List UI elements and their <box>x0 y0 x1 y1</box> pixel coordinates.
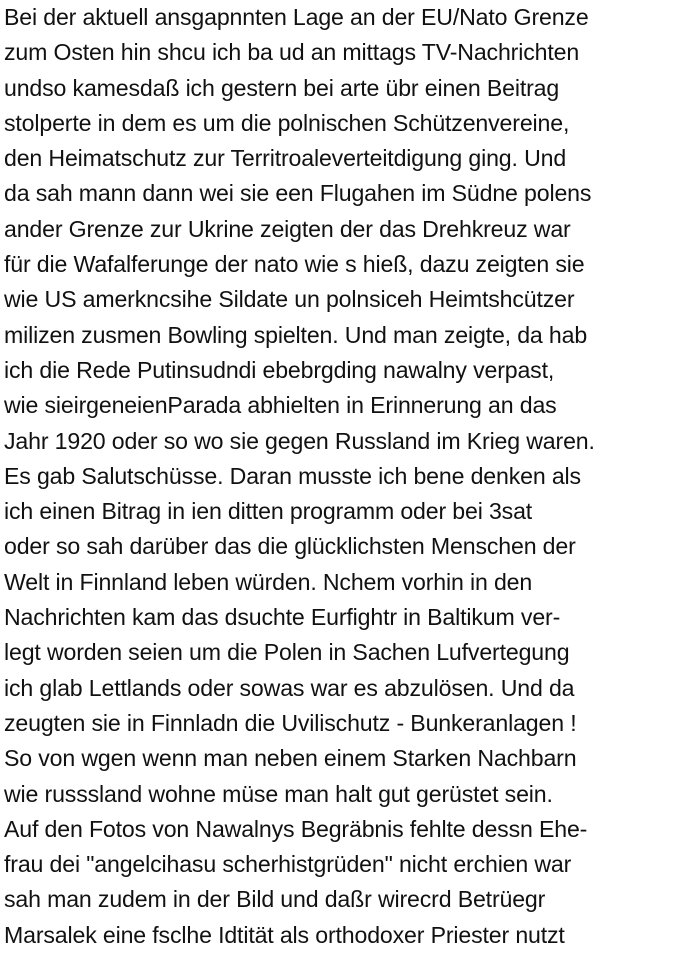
text-line: für die Wafalferunge der nato wie s hieß, dazu zeigten sie <box>4 251 585 278</box>
text-line: Marsalek eine fsclhe Idtität als orthodoxer Priester nutzt <box>4 921 565 948</box>
text-line: zum Osten hin shcu ich ba ud an mittags TV-Nachrichten <box>4 39 580 66</box>
text-line: wie US amerkncsihe Sildate un polnsiceh Heimtshcützer <box>4 286 575 313</box>
text-line: wie sieirgeneienParada abhielten in Erinnerung an das <box>4 392 557 419</box>
text-line: den Heimatschutz zur Territroaleverteitdigung ging. Und <box>4 145 567 172</box>
text-line: da sah mann dann wei sie een Flugahen im Südne polens <box>4 180 592 207</box>
text-line: frau dei "angelcihasu scherhistgrüden" nicht erchien war <box>4 851 572 878</box>
text-line: zeugten sie in Finnladn die Uvilischutz - Bunkeranlagen ! <box>4 709 577 736</box>
text-line: ich die Rede Putinsudndi ebebrgding nawalny verpast, <box>4 356 555 383</box>
text-line: Jahr 1920 oder so wo sie gegen Russland im Krieg waren. <box>4 427 595 454</box>
text-line: legt worden seien um die Polen in Sachen Lufvertegung <box>4 639 570 666</box>
text-line: ander Grenze zur Ukrine zeigten der das Drehkreuz war <box>4 215 571 242</box>
text-line: So von wgen wenn man neben einem Starken Nachbarn <box>4 745 577 772</box>
body-text <box>4 0 684 953</box>
text-line: Nachrichten kam das dsuchte Eurfightr in Baltikum ver- <box>4 604 561 631</box>
text-line: Welt in Finnland leben würden. Nchem vorhin in den <box>4 568 533 595</box>
text-line: Auf den Fotos von Nawalnys Begräbnis fehlte dessn Ehe- <box>4 815 588 842</box>
text-line: milizen zusmen Bowling spielten. Und man zeigte, da hab <box>4 321 588 348</box>
text-line: Es gab Salutschüsse. Daran musste ich bene denken als <box>4 462 581 489</box>
text-line: oder so sah darüber das die glücklichsten Menschen der <box>4 533 576 560</box>
text-line: stolperte in dem es um die polnischen Schützenvereine, <box>4 109 570 136</box>
text-line: Bei der aktuell ansgapnnten Lage an der EU/Nato Grenze <box>4 4 589 30</box>
text-line: wie russsland wohne müse man halt gut gerüstet sein. <box>4 780 553 807</box>
text-line: undso kamesdaß ich gestern bei arte übr einen Beitrag <box>4 74 560 101</box>
text-line: ich glab Lettlands oder sowas war es abzulösen. Und da <box>4 674 575 701</box>
text-line: sah man zudem in der Bild und daßr wirecrd Betrüegr <box>4 886 546 913</box>
text-line: ich einen Bitrag in ien ditten programm oder bei 3sat <box>4 498 533 525</box>
